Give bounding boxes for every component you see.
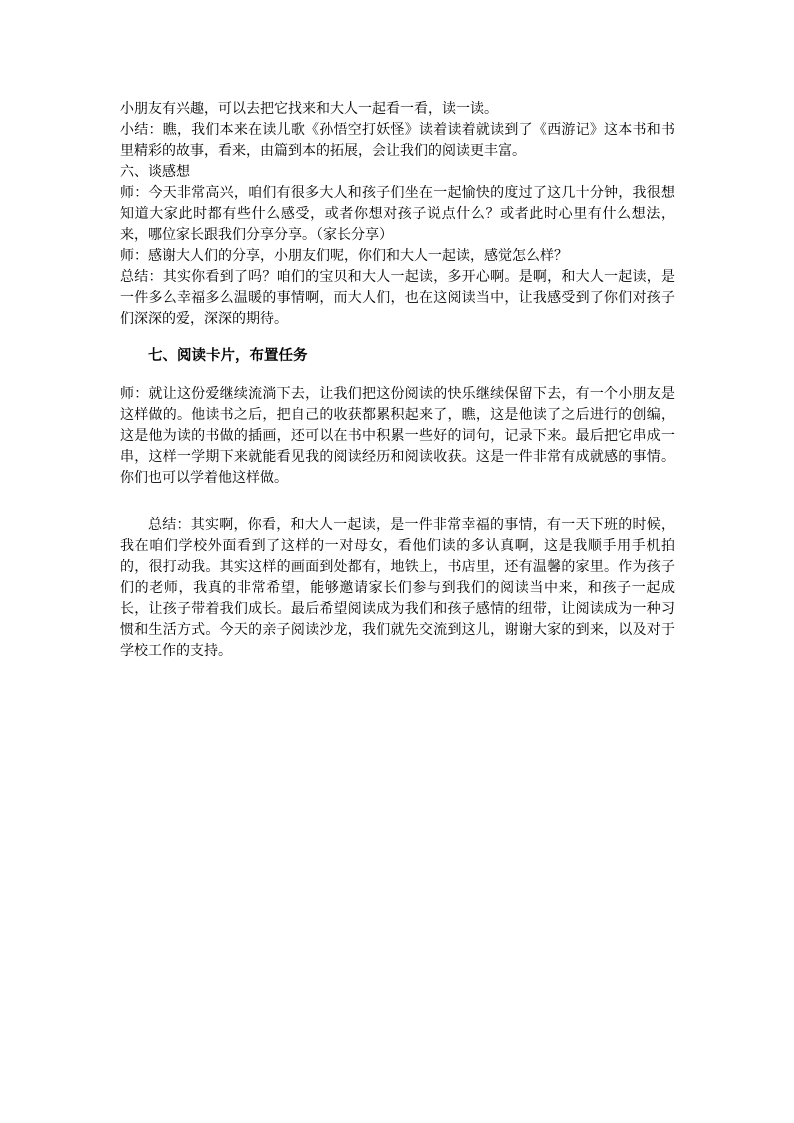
- paragraph-reading-card: 师：就让这份爱继续流淌下去，让我们把这份阅读的快乐继续保留下去，有一个小朋友是这样做的。他读书之后，把自己的收获都累积起来了，瞧，这是他读了之后进行的创编，这是他为读的书做的插画，还可以在书中积累一些好的词句，记录下来。最后把它串成一串，这样一学期下来就能看见我的阅读经历和阅读收获。这是一件非常有成就感的事情。你们也可以学着他这样做。: [120, 386, 675, 486]
- paragraph-summary-happiness: 总结：其实你看到了吗？咱们的宝贝和大人一起读，多开心啊。是啊，和大人一起读，是一件多么幸福多么温暖的事情啊，而大人们，也在这阅读当中，让我感受到了你们对孩子们深深的爱，深深的期待。: [120, 269, 675, 327]
- paragraph-teacher-ask: 师：今天非常高兴，咱们有很多大人和孩子们坐在一起愉快的度过了这几十分钟，我很想知道大家此时都有些什么感受，或者你想对孩子说点什么？或者此时心里有什么想法，来，哪位家长跟我们分享分享。（家长分享）: [120, 185, 675, 243]
- section-conclusion: [120, 515, 675, 662]
- section-reflection: [120, 99, 675, 330]
- paragraph-interest: 小朋友有兴趣，可以去把它找来和大人一起看一看，读一读。: [120, 101, 498, 117]
- section-heading-7: 七、阅读卡片，布置任务: [148, 348, 308, 364]
- paragraph-teacher-thanks: 师：感谢大人们的分享，小朋友们呢，你们和大人一起读，感觉怎么样？: [120, 248, 568, 264]
- section-heading-6: 六、谈感想: [120, 164, 190, 180]
- paragraph-summary-journey: 小结：瞧，我们本来在读儿歌《孙悟空打妖怪》读着读着就读到了《西游记》这本书和书里精彩的故事，看来，由篇到本的拓展，会让我们的阅读更丰富。: [120, 122, 675, 159]
- section-reading-card: [120, 384, 675, 489]
- paragraph-conclusion: 总结：其实啊，你看，和大人一起读，是一件非常幸福的事情，有一天下班的时候，我在咱们学校外面看到了这样的一对母女，看他们读的多认真啊，这是我顺手用手机拍的，很打动我。其实这样的画面到处都有，地铁上，书店里，还有温馨的家里。作为孩子们的老师，我真的非常希望，能够邀请家长们参与到我们的阅读当中来，和孩子一起成长，让孩子带着我们成长。最后希望阅读成为我们和孩子感情的纽带，让阅读成为一种习惯和生活方式。今天的亲子阅读沙龙，我们就先交流到这儿，谢谢大家的到来，以及对于学校工作的支持。: [120, 517, 675, 659]
